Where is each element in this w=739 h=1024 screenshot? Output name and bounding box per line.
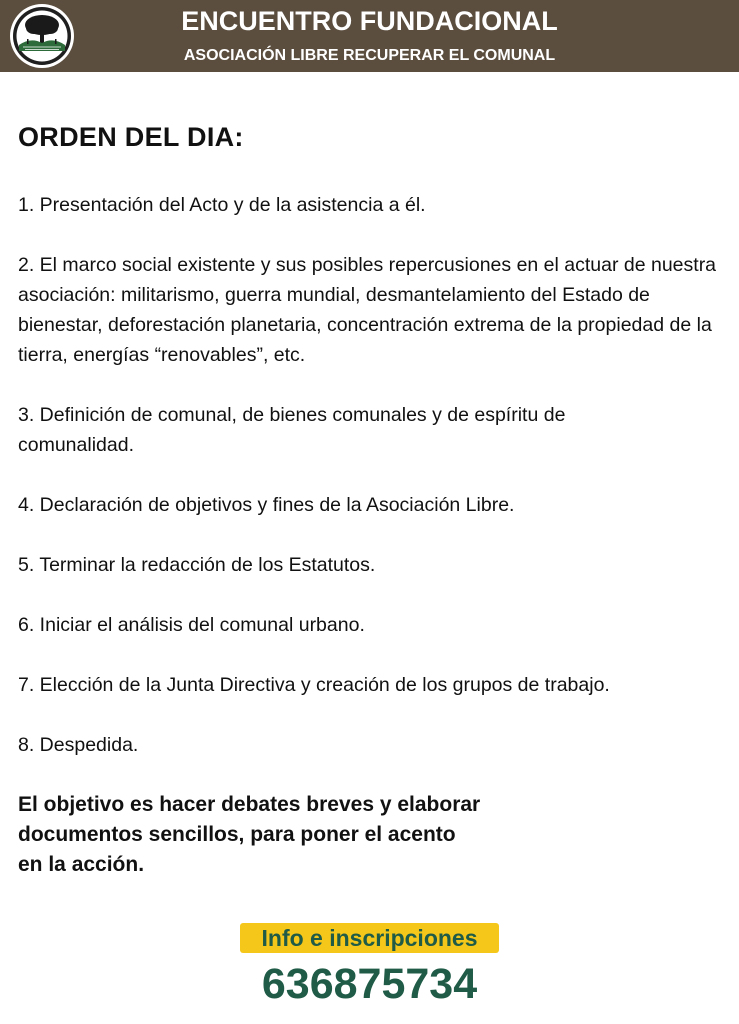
agenda-item-6: 6. Iniciar el análisis del comunal urbano.: [18, 614, 365, 636]
page-subtitle: ASOCIACIÓN LIBRE RECUPERAR EL COMUNAL: [183, 47, 556, 64]
agenda-heading: ORDEN DEL DIA:: [18, 122, 244, 152]
phone-number[interactable]: 636875734: [261, 960, 478, 1008]
agenda-item-5: 5. Terminar la redacción de los Estatutos.: [18, 554, 376, 576]
agenda-item-8: 8. Despedida.: [18, 734, 139, 756]
header-banner: [0, 0, 739, 72]
closing-line: documentos sencillos, para poner el acento: [18, 823, 456, 846]
agenda-item-1: 1. Presentación del Acto y de la asistencia a él.: [18, 194, 426, 216]
agenda-item-2: 2. El marco social existente y sus posibles repercusiones en el actuar de nuestra asociación: militarismo, guerra mundial, desmantelamiento del Estado de bienestar, deforestación planetaria, concentración extrema de la propiedad de la tierra, energías “renovables”, etc.: [18, 254, 717, 366]
agenda-item-4: 4. Declaración de objetivos y fines de la Asociación Libre.: [18, 494, 515, 516]
agenda-item-3: 3. Definición de comunal, de bienes comunales y de espíritu de comunalidad.: [18, 404, 566, 456]
closing-statement: [18, 790, 723, 880]
closing-line: en la acción.: [18, 853, 145, 876]
closing-line: El objetivo es hacer debates breves y elaborar: [18, 793, 481, 816]
agenda-item-7: 7. Elección de la Junta Directiva y creación de los grupos de trabajo.: [18, 674, 610, 696]
info-badge: Info e inscripciones: [240, 923, 499, 953]
page-title: ENCUENTRO FUNDACIONAL: [181, 6, 558, 36]
